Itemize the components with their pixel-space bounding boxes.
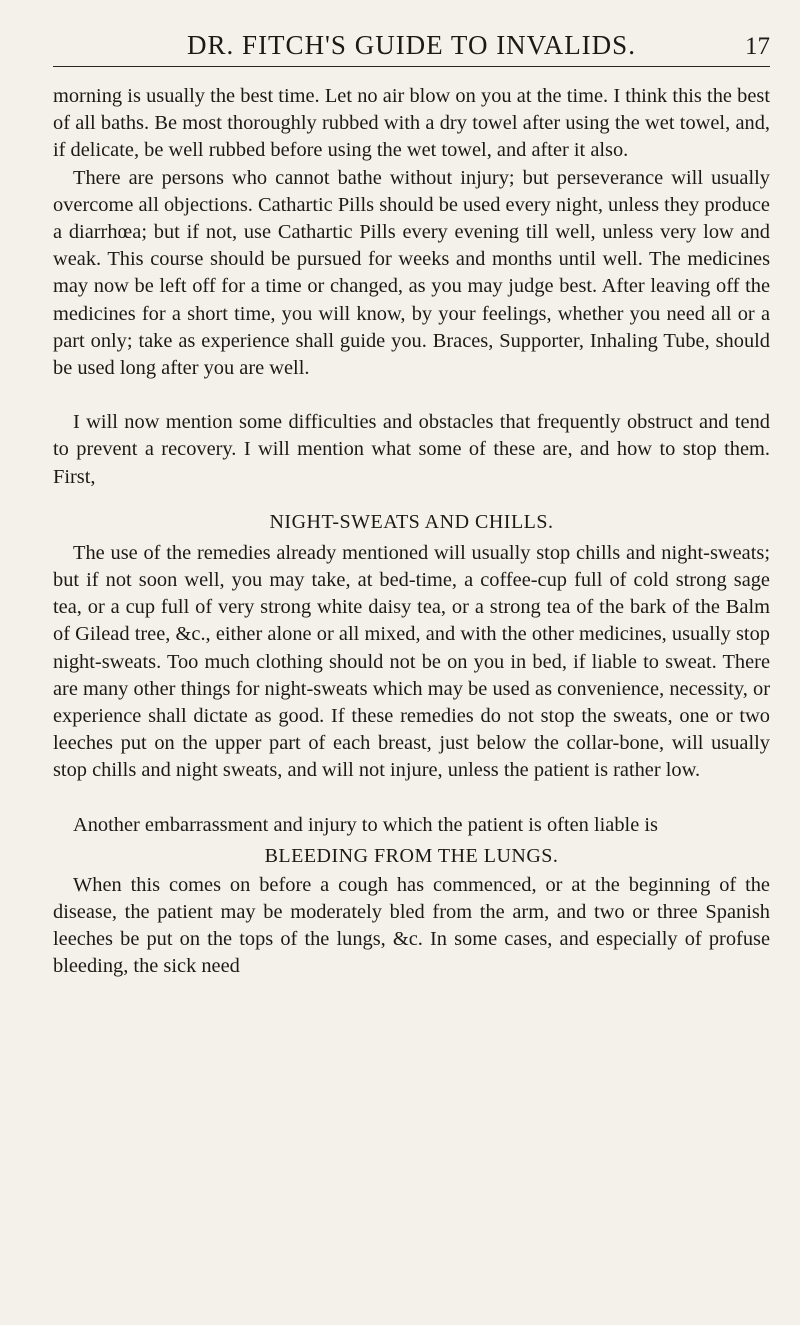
- section-heading-bleeding: BLEEDING FROM THE LUNGS.: [264, 844, 559, 867]
- paragraph-cathartic-pills: There are persons who cannot bathe without injury; but perseverance will usually overcome all objections. Cathartic Pills should be used every night, unless they produce a diarrhœa; but if not, use Cathartic Pills every evening till well, unless very low and weak. This course should be pursued for weeks and months until well. The medicines may now be left off for a time or changed, as you may judge best. After leaving off the medicines for a short time, you will know, by your feelings, whether you need all or a part only; take as experience shall guide you. Braces, Supporter, Inhaling Tube, should be used long after you are well.: [53, 166, 770, 380]
- paragraph-night-sweats: The use of the remedies already mentioned will usually stop chills and night-sweats; but if not soon well, you may take, at bed-time, a coffee-cup full of cold strong sage tea, or a cup full of very strong white daisy tea, or a strong tea of the bark of the Balm of Gilead tree, &c., either alone or all mixed, and with the other medicines, usually stop night-sweats. Too much clothing should not be on you in bed, if liable to sweat. There are many other things for night-sweats which may be used as convenience, necessity, or experience shall dictate as good. If these remedies do not stop the sweats, one or two leeches put on the upper part of each breast, just below the collar-bone, will usually stop chills and night sweats, and will not injure, unless the patient is rather low.: [53, 541, 770, 782]
- paragraph-difficulties-intro: I will now mention some difficulties and obstacles that frequently obstruct and tend to prevent a recovery. I will mention what some of these are, and how to stop them. First,: [53, 411, 770, 488]
- paragraph-bathing: morning is usually the best time. Let no air blow on you at the time. I think this the best of all baths. Be most thoroughly rubbed with a dry towel after using the wet towel, and, if delicate, be well rubbed before using the wet towel, and after it also.: [53, 85, 770, 162]
- paragraph-bleeding: When this comes on before a cough has commenced, or at the beginning of the disease, the patient may be moderately bled from the arm, and two or three Spanish leeches be put on the tops of the lungs, &c. In some cases, and especially of profuse bleeding, the sick need: [53, 873, 770, 978]
- running-title: DR. FITCH'S GUIDE TO INVALIDS.: [187, 30, 636, 60]
- section-heading-night-sweats: NIGHT-SWEATS AND CHILLS.: [269, 510, 554, 533]
- paragraph-embarrassment: Another embarrassment and injury to which the patient is often liable is: [73, 813, 658, 836]
- running-head: [53, 30, 770, 67]
- page-number: 17: [745, 33, 770, 60]
